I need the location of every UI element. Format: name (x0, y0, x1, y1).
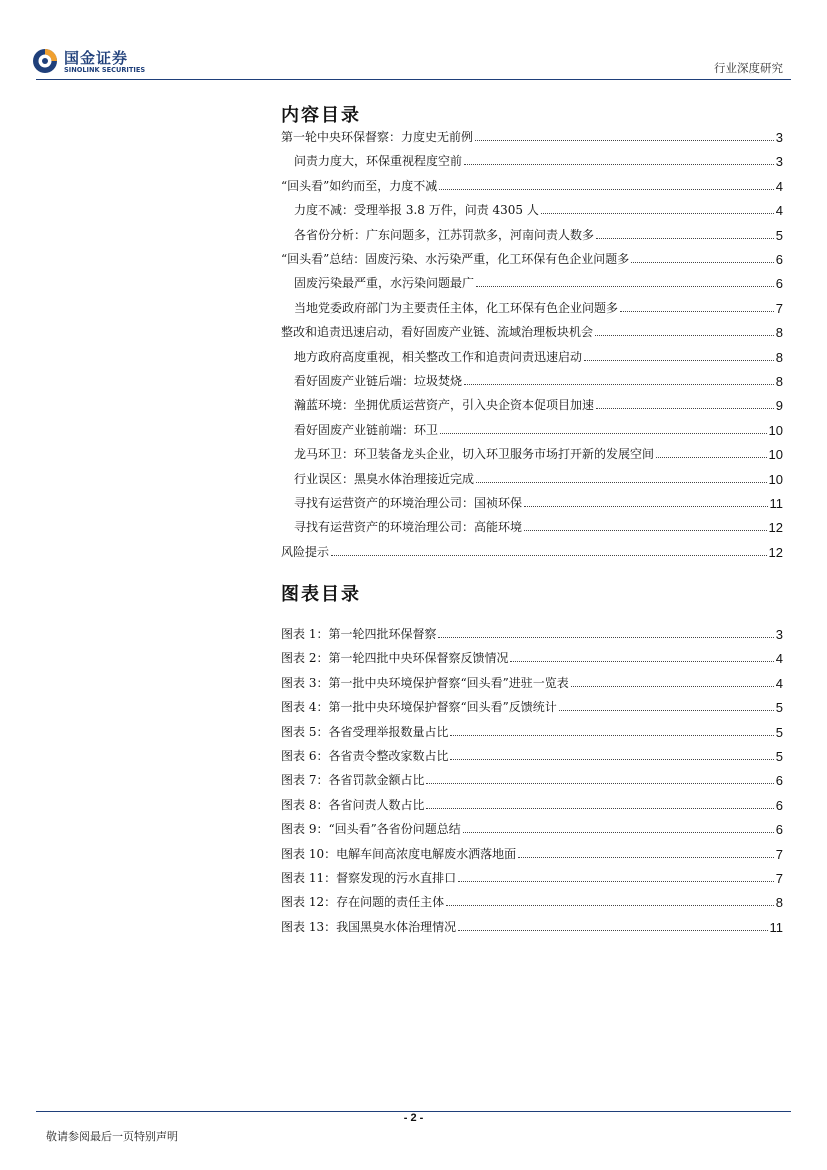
figure-entry[interactable] (281, 911, 783, 935)
figure-entry[interactable] (281, 618, 783, 642)
toc-entry-text: 看好固废产业链前端：环卫 (294, 422, 439, 437)
figure-entry-page: 4 (775, 675, 783, 691)
toc-entry-text: 整改和追责迅速启动，看好固废产业链、流域治理板块机会 (281, 325, 594, 340)
toc-entry[interactable] (281, 121, 783, 145)
figure-entry-text: 图表 7：各省罚款金额占比 (281, 773, 425, 788)
toc-entry-text: 固废污染最严重，水污染问题最广 (294, 276, 475, 291)
figure-entry[interactable] (281, 667, 783, 691)
dot-leader (518, 856, 774, 858)
toc-entry[interactable] (281, 292, 783, 316)
figure-entry[interactable] (281, 716, 783, 740)
dot-leader (559, 709, 774, 711)
dot-leader (510, 660, 773, 662)
toc-entry[interactable] (281, 219, 783, 243)
figure-entry[interactable] (281, 764, 783, 788)
figure-entry[interactable] (281, 691, 783, 715)
figure-entry-page: 5 (775, 700, 783, 716)
figure-entry-page: 6 (775, 797, 783, 813)
toc-entry-page: 5 (775, 227, 783, 243)
figure-entry-text: 图表 12：存在问题的责任主体 (281, 895, 445, 910)
toc-entry-text: 第一轮中央环保督察：力度史无前例 (281, 130, 474, 144)
dot-leader (596, 407, 774, 409)
toc-entry[interactable] (281, 145, 783, 169)
figure-entry-text: 图表 13：我国黑臭水体治理情况 (281, 919, 457, 934)
toc-entry-page: 10 (768, 422, 783, 438)
dot-leader (631, 261, 773, 263)
toc-entry-page: 4 (775, 203, 783, 219)
dot-leader (596, 237, 774, 239)
report-type: 行业深度研究 (714, 61, 783, 75)
figure-entry-page: 7 (775, 846, 783, 862)
dot-leader (656, 456, 767, 458)
toc-entry-page: 8 (775, 374, 783, 389)
figure-entry-page: 7 (775, 871, 783, 886)
toc-entry[interactable] (281, 463, 783, 487)
figure-entry-page: 8 (775, 895, 783, 911)
logo-english-name: SINOLINK SECURITIES (64, 66, 146, 74)
toc-entry-text: 龙马环卫：环卫装备龙头企业，切入环卫服务市场打开新的发展空间 (294, 447, 655, 462)
dot-leader (475, 139, 774, 141)
toc-entry-text: “回头看”如约而至，力度不减 (281, 178, 438, 193)
dot-leader (524, 529, 767, 531)
dot-leader (450, 734, 773, 736)
figure-entry[interactable] (281, 642, 783, 666)
figure-entry[interactable] (281, 813, 783, 837)
figure-entry-text: 图表 6：各省责令整改家数占比 (281, 749, 449, 763)
dot-leader (584, 359, 774, 361)
toc-entry[interactable] (281, 267, 783, 291)
figure-entry-page: 6 (775, 822, 783, 838)
logo-mark-icon (32, 48, 58, 74)
toc-title: 内容目录 (281, 105, 361, 126)
dot-leader (450, 758, 773, 760)
toc-entry-text: 寻找有运营资产的环境治理公司：高能环境 (294, 520, 523, 535)
page-header (0, 0, 827, 80)
dot-leader (464, 163, 774, 165)
dot-leader (595, 334, 774, 336)
dot-leader (331, 554, 767, 556)
figure-entry-text: 图表 10：电解车间高浓度电解废水洒落地面 (281, 846, 517, 861)
figure-entry-text: 图表 8：各省问责人数占比 (281, 797, 425, 812)
toc-entry[interactable] (281, 511, 783, 535)
dot-leader (438, 636, 773, 638)
toc-entry-text: 行业误区：黑臭水体治理接近完成 (294, 471, 475, 486)
figure-entry-text: 图表 5：各省受理举报数量占比 (281, 724, 449, 739)
figure-entry-text: 图表 3：第一批中央环境保护督察“回头看”进驻一览表 (281, 675, 569, 690)
toc-entry[interactable] (281, 487, 783, 511)
figure-entry-page: 5 (775, 724, 783, 740)
dot-leader (620, 310, 774, 312)
dot-leader (446, 904, 774, 906)
dot-leader (571, 685, 774, 687)
header-divider (36, 79, 791, 80)
toc-entry-text: 看好固废产业链后端：垃圾焚烧 (294, 374, 463, 388)
toc-entry-page: 9 (775, 398, 783, 414)
toc-entry[interactable] (281, 365, 783, 389)
dot-leader (458, 880, 774, 882)
figure-entry[interactable] (281, 838, 783, 862)
toc-entry-text: 瀚蓝环境：坐拥优质运营资产，引入央企资本促项目加速 (294, 398, 595, 413)
dot-leader (426, 782, 773, 784)
figure-entry-text: 图表 4：第一批中央环境保护督察“回头看”反馈统计 (281, 700, 557, 715)
toc-entry[interactable] (281, 243, 783, 267)
figure-entry[interactable] (281, 789, 783, 813)
dot-leader (476, 285, 774, 287)
dot-leader (458, 929, 767, 931)
toc-entry-page: 7 (775, 300, 783, 316)
toc-entry[interactable] (281, 170, 783, 194)
dot-leader (476, 481, 767, 483)
toc-entry-text: 问责力度大，环保重视程度空前 (294, 154, 463, 169)
toc-entry-page: 3 (775, 154, 783, 170)
disclaimer: 敬请参阅最后一页特别声明 (46, 1130, 178, 1143)
figure-entry-page: 11 (769, 919, 783, 935)
toc-entry-page: 6 (775, 276, 783, 292)
figure-entry-text: 图表 2：第一轮四批中央环保督察反馈情况 (281, 651, 509, 666)
toc-entry-page: 6 (775, 252, 783, 267)
toc-entry-page: 12 (768, 520, 783, 536)
toc-entry-text: 风险提示 (281, 544, 330, 559)
figure-entry-text: 图表 11：督察发现的污水直排口 (281, 871, 457, 885)
toc-entry[interactable] (281, 536, 783, 560)
figure-entry[interactable] (281, 862, 783, 886)
toc-entry-page: 3 (775, 130, 783, 145)
toc-entry-text: 寻找有运营资产的环境治理公司：国祯环保 (294, 496, 523, 510)
toc-entry[interactable] (281, 194, 783, 218)
page-number: - 2 - (403, 1112, 424, 1124)
toc-entry-page: 12 (768, 544, 783, 560)
figure-entry[interactable] (281, 886, 783, 910)
dot-leader (541, 212, 774, 214)
company-logo (32, 46, 162, 78)
figure-entry-page: 4 (775, 651, 783, 667)
toc-entry-text: 地方政府高度重视，相关整改工作和追责问责迅速启动 (294, 349, 583, 364)
toc-entry-page: 11 (769, 496, 783, 511)
toc-entry[interactable] (281, 341, 783, 365)
toc-entry-page: 8 (775, 349, 783, 365)
figure-entry[interactable] (281, 740, 783, 764)
figure-entry-text: 图表 9：“回头看”各省份问题总结 (281, 822, 461, 837)
toc-entry-text: 当地党委政府部门为主要责任主体，化工环保有色企业问题多 (294, 300, 619, 315)
figure-entry-page: 5 (775, 749, 783, 764)
toc-entry[interactable] (281, 414, 783, 438)
figure-entry-page: 6 (775, 773, 783, 789)
dot-leader (464, 383, 774, 385)
dot-leader (463, 831, 774, 833)
toc-entry-page: 10 (768, 471, 783, 487)
figures-title: 图表目录 (281, 584, 361, 605)
toc-entry-text: “回头看”总结：固废污染、水污染严重，化工环保有色企业问题多 (281, 252, 630, 266)
toc-entry-page: 10 (768, 447, 783, 463)
toc-entry-text: 力度不减：受理举报 3.8 万件，问责 4305 人 (294, 203, 539, 218)
toc-entry[interactable] (281, 389, 783, 413)
toc-entry[interactable] (281, 316, 783, 340)
dot-leader (524, 505, 767, 507)
dot-leader (440, 432, 767, 434)
dot-leader (439, 188, 773, 190)
dot-leader (426, 807, 773, 809)
figure-entry-text: 图表 1：第一轮四批环保督察 (281, 627, 437, 641)
toc-entry-text: 各省份分析：广东问题多，江苏罚款多，河南问责人数多 (294, 227, 595, 242)
toc-entry[interactable] (281, 438, 783, 462)
toc-entry-page: 8 (775, 325, 783, 341)
toc-entry-page: 4 (775, 178, 783, 194)
figure-entry-page: 3 (775, 627, 783, 642)
logo-chinese-name: 国金证券 (64, 49, 129, 67)
